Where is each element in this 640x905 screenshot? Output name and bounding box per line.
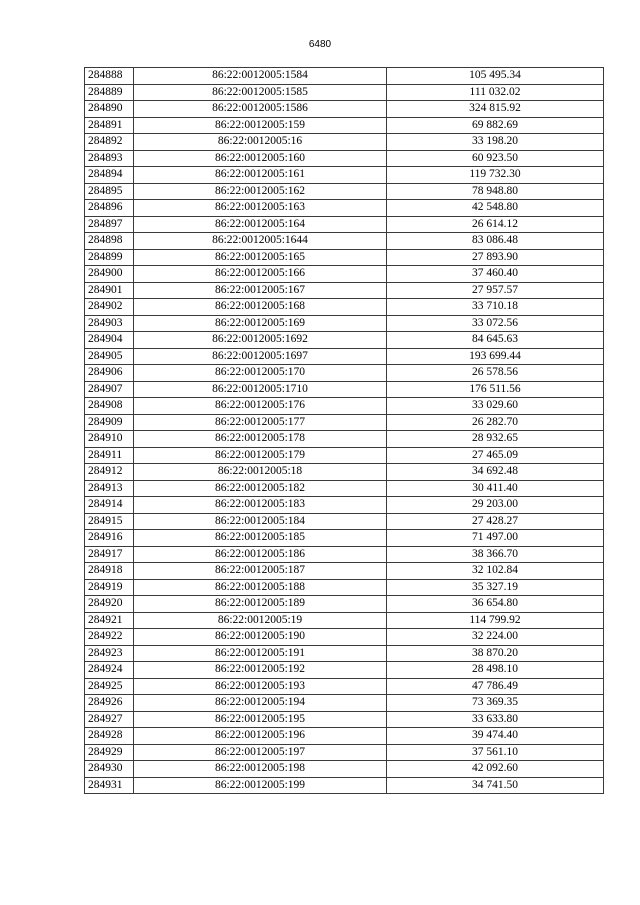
table-row — [85, 645, 604, 662]
table-row — [85, 266, 604, 283]
cadastral-value-cell: 47 786.49 — [387, 678, 604, 695]
cadastral-value-cell: 114 799.92 — [387, 612, 604, 629]
table-row — [85, 348, 604, 365]
cadastral-value-cell: 60 923.50 — [387, 150, 604, 167]
cadastral-number-cell: 86:22:0012005:1710 — [134, 381, 387, 398]
cadastral-number-cell: 86:22:0012005:1586 — [134, 101, 387, 118]
cadastral-number-cell: 86:22:0012005:165 — [134, 249, 387, 266]
cadastral-number-cell: 86:22:0012005:159 — [134, 117, 387, 134]
cadastral-value-cell: 26 282.70 — [387, 414, 604, 431]
table-row — [85, 84, 604, 101]
cadastral-value-cell: 34 741.50 — [387, 777, 604, 794]
cadastral-value-cell: 37 460.40 — [387, 266, 604, 283]
record-id-cell: 284907 — [85, 381, 134, 398]
cadastral-value-cell: 42 092.60 — [387, 761, 604, 778]
cadastral-number-cell: 86:22:0012005:1584 — [134, 68, 387, 85]
record-id-cell: 284911 — [85, 447, 134, 464]
cadastral-value-cell: 36 654.80 — [387, 596, 604, 613]
cadastral-number-cell: 86:22:0012005:187 — [134, 563, 387, 580]
table-row — [85, 233, 604, 250]
record-id-cell: 284923 — [85, 645, 134, 662]
cadastral-number-cell: 86:22:0012005:18 — [134, 464, 387, 481]
table-row — [85, 563, 604, 580]
record-id-cell: 284930 — [85, 761, 134, 778]
table-row — [85, 777, 604, 794]
record-id-cell: 284892 — [85, 134, 134, 151]
cadastral-value-cell: 28 932.65 — [387, 431, 604, 448]
cadastral-value-cell: 33 029.60 — [387, 398, 604, 415]
record-id-cell: 284924 — [85, 662, 134, 679]
cadastral-number-cell: 86:22:0012005:192 — [134, 662, 387, 679]
record-id-cell: 284920 — [85, 596, 134, 613]
cadastral-value-cell: 33 072.56 — [387, 315, 604, 332]
table-row — [85, 414, 604, 431]
cadastral-value-cell: 26 614.12 — [387, 216, 604, 233]
cadastral-value-cell: 35 327.19 — [387, 579, 604, 596]
cadastral-number-cell: 86:22:0012005:166 — [134, 266, 387, 283]
table-row — [85, 546, 604, 563]
page-number: 6480 — [308, 39, 332, 50]
cadastral-number-cell: 86:22:0012005:182 — [134, 480, 387, 497]
record-id-cell: 284903 — [85, 315, 134, 332]
table-row — [85, 695, 604, 712]
cadastral-number-cell: 86:22:0012005:169 — [134, 315, 387, 332]
table-row — [85, 167, 604, 184]
record-id-cell: 284927 — [85, 711, 134, 728]
table-row — [85, 332, 604, 349]
cadastral-value-cell: 27 957.57 — [387, 282, 604, 299]
cadastral-value-cell: 176 511.56 — [387, 381, 604, 398]
table-row — [85, 365, 604, 382]
cadastral-number-cell: 86:22:0012005:193 — [134, 678, 387, 695]
table-row — [85, 431, 604, 448]
cadastral-number-cell: 86:22:0012005:1697 — [134, 348, 387, 365]
record-id-cell: 284894 — [85, 167, 134, 184]
table-row — [85, 117, 604, 134]
cadastral-number-cell: 86:22:0012005:164 — [134, 216, 387, 233]
cadastral-value-cell: 26 578.56 — [387, 365, 604, 382]
table-row — [85, 282, 604, 299]
table-row — [85, 744, 604, 761]
record-id-cell: 284931 — [85, 777, 134, 794]
record-id-cell: 284898 — [85, 233, 134, 250]
cadastral-number-cell: 86:22:0012005:160 — [134, 150, 387, 167]
cadastral-number-cell: 86:22:0012005:189 — [134, 596, 387, 613]
cadastral-value-cell: 71 497.00 — [387, 530, 604, 547]
cadastral-value-cell: 30 411.40 — [387, 480, 604, 497]
record-id-cell: 284928 — [85, 728, 134, 745]
cadastral-value-cell: 78 948.80 — [387, 183, 604, 200]
cadastral-number-cell: 86:22:0012005:195 — [134, 711, 387, 728]
cadastral-number-cell: 86:22:0012005:19 — [134, 612, 387, 629]
cadastral-value-cell: 193 699.44 — [387, 348, 604, 365]
record-id-cell: 284929 — [85, 744, 134, 761]
record-id-cell: 284921 — [85, 612, 134, 629]
cadastral-number-cell: 86:22:0012005:196 — [134, 728, 387, 745]
record-id-cell: 284925 — [85, 678, 134, 695]
table-row — [85, 315, 604, 332]
cadastral-value-cell: 111 032.02 — [387, 84, 604, 101]
table-row — [85, 101, 604, 118]
table-row — [85, 711, 604, 728]
cadastral-value-cell: 32 224.00 — [387, 629, 604, 646]
record-id-cell: 284897 — [85, 216, 134, 233]
cadastral-value-table — [84, 67, 604, 794]
cadastral-number-cell: 86:22:0012005:1692 — [134, 332, 387, 349]
cadastral-number-cell: 86:22:0012005:194 — [134, 695, 387, 712]
cadastral-number-cell: 86:22:0012005:188 — [134, 579, 387, 596]
record-id-cell: 284905 — [85, 348, 134, 365]
table-row — [85, 728, 604, 745]
table-row — [85, 596, 604, 613]
record-id-cell: 284900 — [85, 266, 134, 283]
record-id-cell: 284909 — [85, 414, 134, 431]
cadastral-number-cell: 86:22:0012005:16 — [134, 134, 387, 151]
cadastral-number-cell: 86:22:0012005:184 — [134, 513, 387, 530]
table-row — [85, 183, 604, 200]
cadastral-number-cell: 86:22:0012005:177 — [134, 414, 387, 431]
record-id-cell: 284899 — [85, 249, 134, 266]
cadastral-number-cell: 86:22:0012005:163 — [134, 200, 387, 217]
cadastral-number-cell: 86:22:0012005:186 — [134, 546, 387, 563]
cadastral-value-cell: 73 369.35 — [387, 695, 604, 712]
table-row — [85, 447, 604, 464]
cadastral-number-cell: 86:22:0012005:178 — [134, 431, 387, 448]
record-id-cell: 284917 — [85, 546, 134, 563]
cadastral-number-cell: 86:22:0012005:185 — [134, 530, 387, 547]
table-row — [85, 464, 604, 481]
cadastral-value-cell: 69 882.69 — [387, 117, 604, 134]
table-row — [85, 612, 604, 629]
cadastral-value-cell: 42 548.80 — [387, 200, 604, 217]
cadastral-value-cell: 84 645.63 — [387, 332, 604, 349]
cadastral-value-cell: 83 086.48 — [387, 233, 604, 250]
record-id-cell: 284901 — [85, 282, 134, 299]
record-id-cell: 284926 — [85, 695, 134, 712]
cadastral-number-cell: 86:22:0012005:161 — [134, 167, 387, 184]
cadastral-value-cell: 33 633.80 — [387, 711, 604, 728]
cadastral-number-cell: 86:22:0012005:1585 — [134, 84, 387, 101]
cadastral-value-cell: 37 561.10 — [387, 744, 604, 761]
cadastral-number-cell: 86:22:0012005:191 — [134, 645, 387, 662]
cadastral-value-cell: 38 870.20 — [387, 645, 604, 662]
table-row — [85, 299, 604, 316]
table-row — [85, 530, 604, 547]
record-id-cell: 284904 — [85, 332, 134, 349]
record-id-cell: 284890 — [85, 101, 134, 118]
cadastral-value-cell: 105 495.34 — [387, 68, 604, 85]
table-row — [85, 381, 604, 398]
table-row — [85, 68, 604, 85]
cadastral-number-cell: 86:22:0012005:168 — [134, 299, 387, 316]
cadastral-value-cell: 29 203.00 — [387, 497, 604, 514]
table-body — [85, 68, 604, 794]
table-row — [85, 249, 604, 266]
cadastral-number-cell: 86:22:0012005:167 — [134, 282, 387, 299]
record-id-cell: 284915 — [85, 513, 134, 530]
table-row — [85, 513, 604, 530]
table-row — [85, 480, 604, 497]
cadastral-value-cell: 39 474.40 — [387, 728, 604, 745]
cadastral-value-cell: 32 102.84 — [387, 563, 604, 580]
cadastral-value-cell: 28 498.10 — [387, 662, 604, 679]
table-row — [85, 761, 604, 778]
record-id-cell: 284922 — [85, 629, 134, 646]
cadastral-number-cell: 86:22:0012005:190 — [134, 629, 387, 646]
cadastral-number-cell: 86:22:0012005:197 — [134, 744, 387, 761]
record-id-cell: 284919 — [85, 579, 134, 596]
record-id-cell: 284916 — [85, 530, 134, 547]
table-row — [85, 200, 604, 217]
table-row — [85, 678, 604, 695]
cadastral-number-cell: 86:22:0012005:179 — [134, 447, 387, 464]
record-id-cell: 284908 — [85, 398, 134, 415]
table-row — [85, 629, 604, 646]
cadastral-value-cell: 33 710.18 — [387, 299, 604, 316]
cadastral-value-cell: 324 815.92 — [387, 101, 604, 118]
cadastral-number-cell: 86:22:0012005:199 — [134, 777, 387, 794]
cadastral-value-cell: 34 692.48 — [387, 464, 604, 481]
table-row — [85, 134, 604, 151]
cadastral-value-cell: 27 465.09 — [387, 447, 604, 464]
table-row — [85, 216, 604, 233]
table-row — [85, 150, 604, 167]
record-id-cell: 284918 — [85, 563, 134, 580]
table-row — [85, 497, 604, 514]
table-row — [85, 398, 604, 415]
record-id-cell: 284906 — [85, 365, 134, 382]
cadastral-number-cell: 86:22:0012005:162 — [134, 183, 387, 200]
record-id-cell: 284912 — [85, 464, 134, 481]
record-id-cell: 284891 — [85, 117, 134, 134]
cadastral-value-cell: 119 732.30 — [387, 167, 604, 184]
record-id-cell: 284895 — [85, 183, 134, 200]
record-id-cell: 284902 — [85, 299, 134, 316]
record-id-cell: 284896 — [85, 200, 134, 217]
cadastral-number-cell: 86:22:0012005:1644 — [134, 233, 387, 250]
record-id-cell: 284893 — [85, 150, 134, 167]
record-id-cell: 284889 — [85, 84, 134, 101]
cadastral-number-cell: 86:22:0012005:176 — [134, 398, 387, 415]
record-id-cell: 284913 — [85, 480, 134, 497]
cadastral-number-cell: 86:22:0012005:170 — [134, 365, 387, 382]
record-id-cell: 284888 — [85, 68, 134, 85]
cadastral-value-cell: 38 366.70 — [387, 546, 604, 563]
cadastral-number-cell: 86:22:0012005:198 — [134, 761, 387, 778]
table-row — [85, 579, 604, 596]
cadastral-value-cell: 27 428.27 — [387, 513, 604, 530]
cadastral-value-cell: 27 893.90 — [387, 249, 604, 266]
record-id-cell: 284910 — [85, 431, 134, 448]
cadastral-value-cell: 33 198.20 — [387, 134, 604, 151]
cadastral-number-cell: 86:22:0012005:183 — [134, 497, 387, 514]
record-id-cell: 284914 — [85, 497, 134, 514]
table-row — [85, 662, 604, 679]
